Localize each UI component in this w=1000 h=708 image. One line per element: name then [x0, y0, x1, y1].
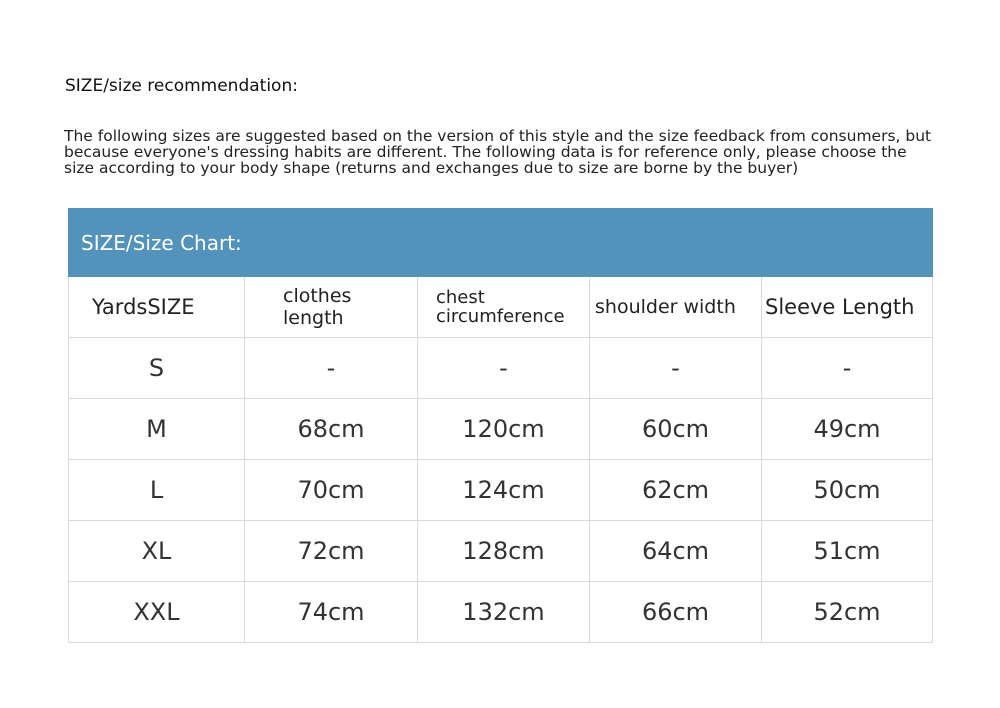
table-row [69, 399, 933, 460]
value-cell: 68cm [245, 399, 418, 460]
page-heading: SIZE/size recommendation: [65, 76, 298, 96]
size-cell: L [69, 460, 245, 521]
size-chart-banner [69, 209, 933, 277]
value-cell: 50cm [762, 460, 933, 521]
value-cell: - [762, 338, 933, 399]
value-cell: - [418, 338, 590, 399]
value-cell: 120cm [418, 399, 590, 460]
value-cell: 74cm [245, 582, 418, 643]
value-cell: 49cm [762, 399, 933, 460]
value-cell: - [245, 338, 418, 399]
value-cell: 128cm [418, 521, 590, 582]
value-cell: 62cm [590, 460, 762, 521]
table-row [69, 338, 933, 399]
header-cell: Sleeve Length [762, 277, 933, 338]
value-cell: 124cm [418, 460, 590, 521]
value-cell: 72cm [245, 521, 418, 582]
value-cell: 60cm [590, 399, 762, 460]
header-cell: shoulder width [590, 277, 762, 338]
size-cell: XL [69, 521, 245, 582]
value-cell: 52cm [762, 582, 933, 643]
value-cell: 64cm [590, 521, 762, 582]
value-cell: 66cm [590, 582, 762, 643]
table-row [69, 582, 933, 643]
table-row [69, 460, 933, 521]
size-chart-table [68, 208, 933, 643]
value-cell: 70cm [245, 460, 418, 521]
size-advice-text: The following sizes are suggested based on the version of this style and the size feedback from consumers, but because everyone's dressing habits are different. The following data is for reference only, please choose the size according to your body shape (returns and exchanges due to size are borne by the buyer) [64, 127, 932, 177]
table-row [69, 521, 933, 582]
size-cell: M [69, 399, 245, 460]
header-cell: clothes length [245, 277, 418, 338]
header-cell: YardsSIZE [69, 277, 245, 338]
value-cell: 51cm [762, 521, 933, 582]
value-cell: - [590, 338, 762, 399]
size-cell: S [69, 338, 245, 399]
header-row [69, 277, 933, 338]
size-chart-title: SIZE/Size Chart: [69, 209, 933, 277]
size-cell: XXL [69, 582, 245, 643]
header-cell: chest circumference [418, 277, 590, 338]
value-cell: 132cm [418, 582, 590, 643]
